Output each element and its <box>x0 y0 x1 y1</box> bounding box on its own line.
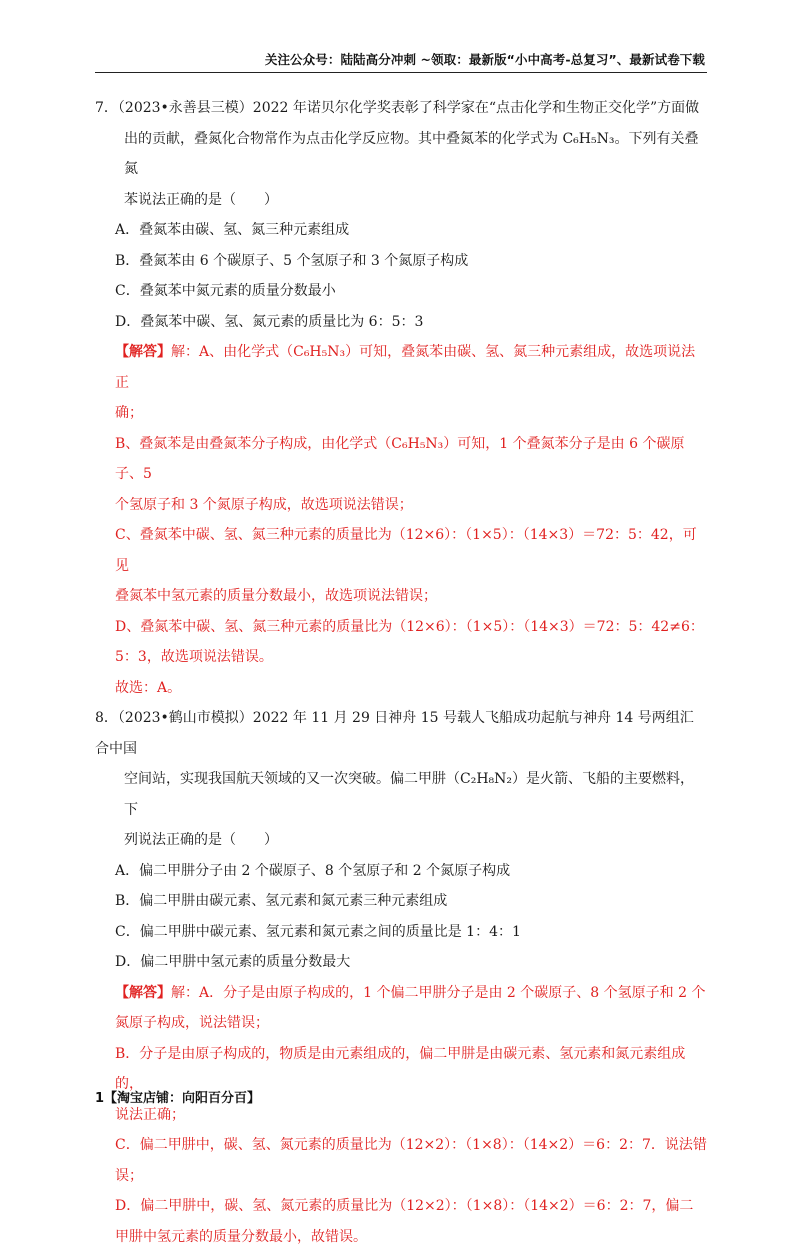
answer-line: C．偏二甲肼中，碳、氢、氮元素的质量比为（12×2）：（1×8）：（14×2）＝6：2：7．说法错 <box>95 1130 707 1161</box>
answer-text: 解：A、由化学式（C₆H₅N₃）可知，叠氮苯由碳、氢、氮三种元素组成，故选项说法正 <box>115 344 695 391</box>
option-c: C．偏二甲肼中碳元素、氢元素和氮元素之间的质量比是 1：4：1 <box>95 917 707 948</box>
shop-text: 【淘宝店铺：向阳百分百】 <box>104 1091 260 1106</box>
answer-line: 确； <box>95 398 707 429</box>
option-d: D．叠氮苯中碳、氢、氮元素的质量比为 6：5：3 <box>95 307 707 338</box>
answer-line: C、叠氮苯中碳、氢、氮三种元素的质量比为（12×6）：（1×5）：（14×3）＝72：5：42，可见 <box>95 520 707 581</box>
answer-line <box>95 978 707 1009</box>
question-7 <box>95 93 707 703</box>
question-line: 列说法正确的是（ ） <box>95 825 707 856</box>
answer-line: 说法正确； <box>95 1100 707 1131</box>
answer-line <box>95 337 707 398</box>
document-body <box>95 93 707 1252</box>
answer-line: 个氢原子和 3 个氮原子构成，故选项说法错误； <box>95 490 707 521</box>
answer-line: 氮原子构成，说法错误； <box>95 1008 707 1039</box>
answer-line: B、叠氮苯是由叠氮苯分子构成，由化学式（C₆H₅N₃）可知，1 个叠氮苯分子是由 6 个碳原子、5 <box>95 429 707 490</box>
answer-final: 故选：A。 <box>95 673 707 704</box>
answer-text: 解：A．分子是由原子构成的，1 个偏二甲肼分子是由 2 个碳原子、8 个氢原子和 2 个 <box>171 985 705 1001</box>
option-d: D．偏二甲肼中氢元素的质量分数最大 <box>95 947 707 978</box>
answer-block <box>95 978 707 1252</box>
option-a: A．叠氮苯由碳、氢、氮三种元素组成 <box>95 215 707 246</box>
answer-line: B．分子是由原子构成的，物质是由元素组成的，偏二甲肼是由碳元素、氢元素和氮元素组成的， <box>95 1039 707 1100</box>
question-line: 苯说法正确的是（ ） <box>95 185 707 216</box>
question-line: 7．（2023•永善县三模）2022 年诺贝尔化学奖表彰了科学家在“点击化学和生物正交化学”方面做 <box>95 93 707 124</box>
page-footer <box>95 1087 260 1106</box>
option-c: C．叠氮苯中氮元素的质量分数最小 <box>95 276 707 307</box>
option-a: A．偏二甲肼分子由 2 个碳原子、8 个氢原子和 2 个氮原子构成 <box>95 856 707 887</box>
answer-line: D、叠氮苯中碳、氢、氮三种元素的质量比为（12×6）：（1×5）：（14×3）＝72：5：42≠6： <box>95 612 707 643</box>
answer-line: 叠氮苯中氢元素的质量分数最小，故选项说法错误； <box>95 581 707 612</box>
header-text: 关注公众号：陆陆高分冲刺 ~领取：最新版“小中高考-总复习”、最新试卷下载 <box>265 52 705 67</box>
question-line: 出的贡献，叠氮化合物常作为点击化学反应物。其中叠氮苯的化学式为 C₆H₅N₃。下列有关叠氮 <box>95 124 707 185</box>
answer-tag: 【解答】 <box>115 344 171 360</box>
question-8 <box>95 703 707 1252</box>
question-line: 空间站，实现我国航天领域的又一次突破。偏二甲肼（C₂H₈N₂）是火箭、飞船的主要燃料，下 <box>95 764 707 825</box>
page-number: 1 <box>95 1091 104 1106</box>
option-b: B．偏二甲肼由碳元素、氢元素和氮元素三种元素组成 <box>95 886 707 917</box>
question-line: 8．（2023•鹤山市模拟）2022 年 11 月 29 日神舟 15 号载人飞船成功起航与神舟 14 号两组汇合中国 <box>95 703 707 764</box>
answer-line: D．偏二甲肼中，碳、氢、氮元素的质量比为（12×2）：（1×8）：（14×2）＝6：2：7，偏二 <box>95 1191 707 1222</box>
answer-line: 误； <box>95 1161 707 1192</box>
answer-block <box>95 337 707 703</box>
answer-line: 甲肼中氢元素的质量分数最小，故错误。 <box>95 1222 707 1252</box>
page-header <box>95 50 705 68</box>
header-divider <box>95 72 707 73</box>
option-b: B．叠氮苯由 6 个碳原子、5 个氢原子和 3 个氮原子构成 <box>95 246 707 277</box>
answer-tag: 【解答】 <box>115 985 171 1001</box>
answer-line: 5：3，故选项说法错误。 <box>95 642 707 673</box>
